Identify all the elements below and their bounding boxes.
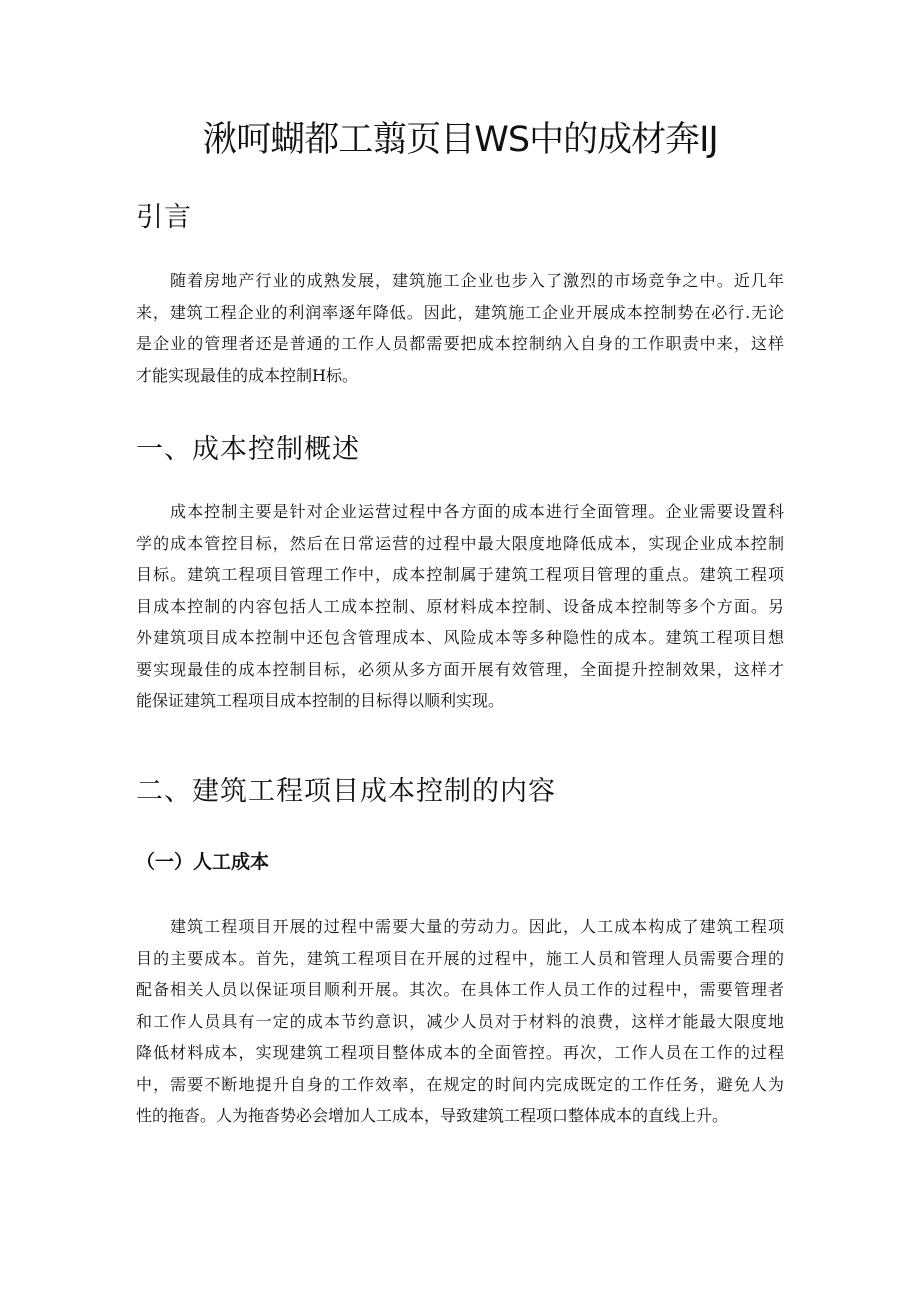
subsection-heading-labor-cost: （一）人工成本 bbox=[136, 851, 270, 873]
document-title: 湫呵蝴都工翦页目WS中的成材奔IJ bbox=[202, 120, 718, 160]
paragraph-line: 降低材料成本，实现建筑工程项目整体成本的全面管控。再次，工作人员在工作的过程 bbox=[136, 1043, 784, 1062]
paragraph-line: 目标。建筑工程项目管理工作中，成本控制属于建筑工程项目管理的重点。建筑工程项 bbox=[136, 565, 784, 584]
section-heading-overview: 一、成本控制概述 bbox=[136, 434, 360, 465]
paragraph-line: 外建筑项目成本控制中还包含管理成本、风险成本等多种隐性的成本。建筑工程项目想 bbox=[136, 628, 784, 647]
paragraph-intro bbox=[136, 265, 784, 391]
paragraph-line: 学的成本管控目标，然后在日常运营的过程中最大限度地降低成本，实现企业成本控制 bbox=[136, 533, 784, 553]
paragraph-line: 性的拖沓。人为拖沓势必会增加人工成本，导致建筑工程项口整体成本的直线上升。 bbox=[136, 1106, 729, 1125]
paragraph-line: 建筑工程项目开展的过程中需要大量的劳动力。因此，人工成本构成了建筑工程项 bbox=[170, 917, 784, 936]
paragraph-line: 随着房地产行业的成熟发展，建筑施工企业也步入了激烈的市场竞争之中。近几年 bbox=[170, 271, 784, 290]
paragraph-line: 配备相关人员以保证项目顺利开展。其次。在具体工作人员工作的过程中，需要管理者 bbox=[136, 980, 784, 999]
section-heading-intro: 引言 bbox=[136, 202, 192, 233]
paragraph-overview bbox=[136, 496, 784, 717]
paragraph-line: 来，建筑工程企业的利润率逐年降低。因此，建筑施工企业开展成本控制势在必行.无论 bbox=[136, 302, 784, 322]
section-heading-content: 二、建筑工程项目成本控制的内容 bbox=[136, 776, 556, 807]
paragraph-line: 能保证建筑工程项目成本控制的目标得以顺利实现。 bbox=[136, 691, 505, 710]
paragraph-line: 要实现最佳的成本控制目标，必须从多方面开展有效管理，全面提升控制效果，这样才 bbox=[136, 659, 784, 679]
paragraph-line: 是企业的管理者还是普通的工作人员都需要把成本控制纳入自身的工作职责中来，这样 bbox=[136, 334, 784, 353]
paragraph-line: 中，需要不断地提升自身的工作效率，在规定的时间内完成既定的工作任务，避免人为 bbox=[136, 1074, 784, 1094]
paragraph-line: 才能实现最佳的成本控制H标。 bbox=[136, 365, 358, 385]
paragraph-line: 和工作人员具有一定的成本节约意识，减少人员对于材料的浪费，这样才能最大限度地 bbox=[136, 1011, 784, 1031]
paragraph-labor-cost bbox=[136, 911, 784, 1132]
paragraph-line: 成本控制主要是针对企业运营过程中各方面的成本进行全面管理。企业需要设置科 bbox=[170, 502, 784, 521]
paragraph-line: 目的主要成本。首先，建筑工程项目在开展的过程中，施工人员和管理人员需要合理的 bbox=[136, 948, 784, 968]
paragraph-line: 目成本控制的内容包括人工成本控制、原材料成本控制、设备成本控制等多个方面。另 bbox=[136, 596, 784, 616]
